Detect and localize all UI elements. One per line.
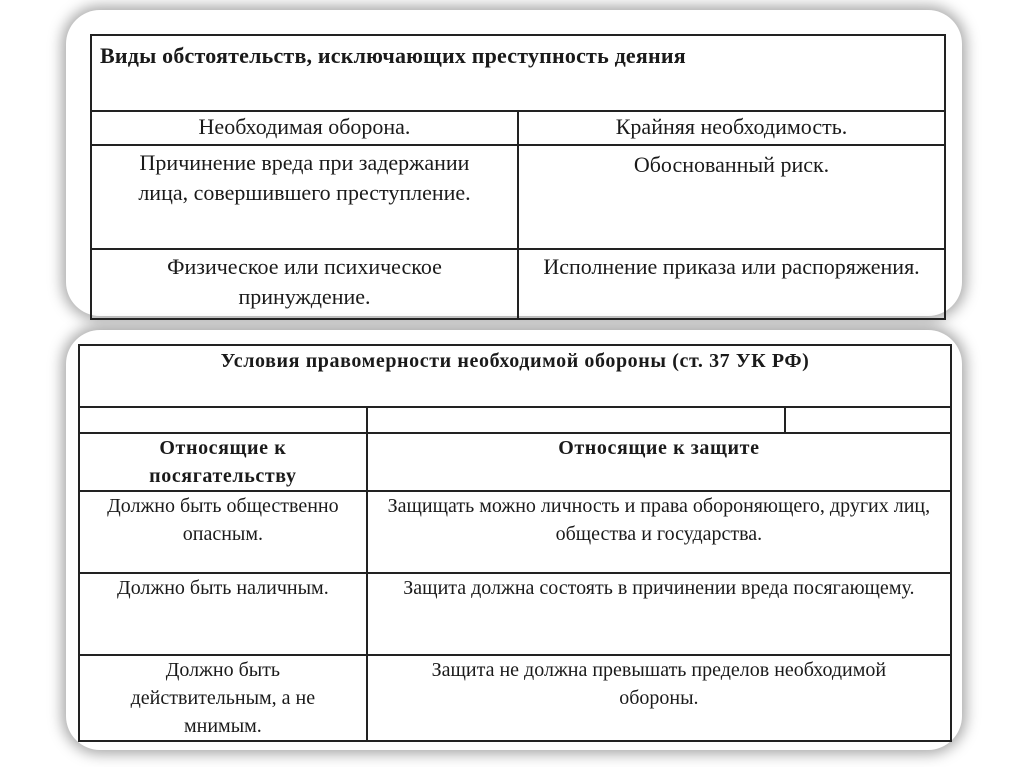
table-cell: Причинение вреда при задержании лица, совершившего преступление.	[91, 145, 518, 249]
self-defense-conditions-table	[78, 344, 952, 742]
table-cell: Защищать можно личность и права обороняющего, других лиц, общества и государства.	[367, 491, 951, 573]
empty-cell	[79, 407, 367, 433]
table-cell: Защита должна состоять в причинении вреда посягающему.	[367, 573, 951, 655]
column-header: Относящие к защите	[367, 433, 951, 491]
table-cell: Должно быть общественно опасным.	[79, 491, 367, 573]
table-cell: Физическое или психическое принуждение.	[91, 249, 518, 319]
column-header: Относящие к посягательству	[79, 433, 367, 491]
table-cell: Защита не должна превышать пределов необходимой обороны.	[367, 655, 951, 741]
table-cell: Необходимая оборона.	[91, 111, 518, 145]
empty-cell	[367, 407, 786, 433]
table-cell: Крайняя необходимость.	[518, 111, 945, 145]
exclusion-circumstances-table	[90, 34, 946, 320]
table-title: Условия правомерности необходимой обороны (ст. 37 УК РФ)	[79, 345, 951, 407]
empty-cell	[785, 407, 951, 433]
table-cell: Должно быть действительным, а не мнимым.	[79, 655, 367, 741]
table-cell: Исполнение приказа или распоряжения.	[518, 249, 945, 319]
table-cell: Должно быть наличным.	[79, 573, 367, 655]
table-title: Виды обстоятельств, исключающих преступность деяния	[91, 35, 945, 111]
table-cell: Обоснованный риск.	[518, 145, 945, 249]
